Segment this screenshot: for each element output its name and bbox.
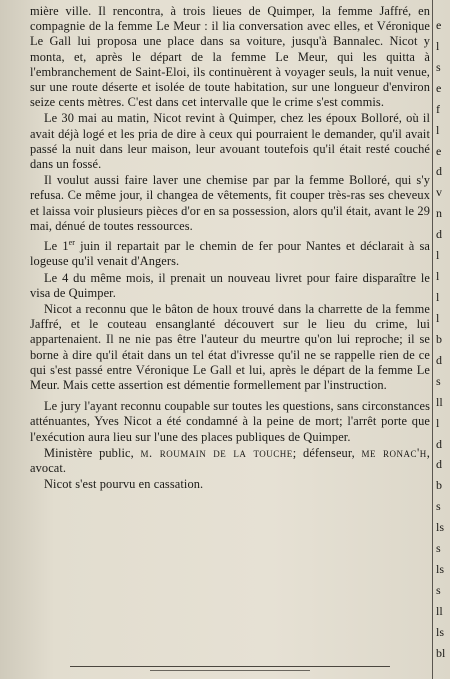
adjacent-column-letter: d [436, 352, 442, 367]
paragraph-3: Il voulut aussi faire laver une chemise par par la femme Bolloré, qui s'y refusa. Ce même jour, il changea de vêtements, fit couper très-ras ses cheveux et laissa voir plusieurs pièces d'or en sa possession, alors qu'il était, avant le 29 mai, dénué de toutes ressources. [30, 173, 430, 233]
defense-label: ; défenseur, [292, 445, 362, 460]
adjacent-column-letter: bl [436, 645, 446, 660]
adjacent-column-letter: l [436, 248, 440, 263]
paragraph-2: Le 30 mai au matin, Nicot revint à Quimper, chez les époux Bolloré, où il avait déjà logé et les pria de dire à ceux qui pourraient le demander, qu'il avait passé la nuit dans leur maison, leur avouant toutefois qu'il était resté couché dans un fossé. [30, 111, 430, 172]
adjacent-column-letter: b [436, 331, 442, 346]
prosecution-label: Ministère public, [44, 445, 141, 460]
paragraph-4-date: Le 1 [44, 239, 69, 254]
adjacent-column-letter: v [436, 185, 442, 200]
paragraph-5: Le 4 du même mois, il prenait un nouveau livret pour faire disparaître le visa de Quimper. [30, 270, 430, 300]
adjacent-column-letter: l [436, 122, 440, 137]
section-rule-short [150, 670, 310, 671]
paragraph-6: Nicot a reconnu que le bâton de houx trouvé dans la charrette de la femme Jaffré, et le couteau ensanglanté découvert sur le lieu du crime, lui appartenaient. Il ne nie pas être l'auteur du meurtre qu'on lui reproche; il se borne à dire qu'il était dans un tel état d'ivresse qu'il ne se rappelle rien de ce qui s'est passé entre Véronique Le Gall et lui, après le départ de la femme Le Meur. Mais cette assertion est démentie formellement par l'instruction. [30, 301, 430, 392]
adjacent-column-letter: ls [436, 520, 445, 535]
adjacent-column-letter: e [436, 18, 442, 32]
adjacent-column-letter: s [436, 541, 441, 556]
lawyer-title: , avocat. [30, 445, 430, 476]
adjacent-column-letter: b [436, 478, 442, 493]
paragraph-8 [30, 446, 430, 476]
adjacent-column-letter: s [436, 373, 441, 388]
adjacent-column-letter: l [436, 290, 440, 305]
column-divider [432, 0, 433, 679]
paragraph-1: mière ville. Il rencontra, à trois lieues de Quimper, la femme Jaffré, en compagnie de la femme Le Meur : il lia conversation avec elles, et Véronique Le Gall lui proposa une place dans sa voiture, jusqu'à Bannalec. Nicot y monta, et, après le départ de la femme Le Meur, qui les quitta à l'embranchement de Saint-Eloi, ils continuèrent à voyager seuls, la nuit venue, sur une route déserte et isolée de toute habitation, sur une longueur d'environ seize cents mètres. C'est dans cet intervalle que le crime s'est commis. [30, 4, 430, 110]
adjacent-column-letter: d [436, 436, 442, 451]
adjacent-column-letter: l [436, 269, 440, 284]
defense-lawyer-name: me ronac'h [361, 445, 427, 460]
adjacent-column-letter: ls [436, 562, 445, 577]
section-rule [70, 666, 390, 667]
adjacent-column-letter: ls [436, 624, 445, 639]
adjacent-column-letter: e [436, 143, 442, 158]
adjacent-column-letter: ll [436, 394, 443, 409]
adjacent-column-letter: e [436, 80, 442, 95]
adjacent-column-letter: d [436, 227, 442, 242]
adjacent-column-letter: s [436, 59, 441, 74]
paragraph-9: Nicot s'est pourvu en cassation. [44, 477, 204, 492]
adjacent-column-letter: d [436, 457, 442, 472]
adjacent-column-letter: d [436, 164, 442, 179]
adjacent-column-letter: l [436, 415, 440, 430]
paragraph-4 [30, 235, 430, 270]
adjacent-column-letter: ll [436, 603, 443, 618]
adjacent-column-letter: f [436, 101, 440, 116]
adjacent-column-letter: l [436, 38, 440, 53]
prosecutor-name: m. roumain de la touche [140, 445, 293, 460]
paragraph-7: Le jury l'ayant reconnu coupable sur toutes les questions, sans circonstances atténuantes, Yves Nicot a été condamné à la peine de mort; l'arrêt porte que l'exécution aura lieu sur l'une des places publiques de Quimper. [30, 399, 430, 444]
adjacent-column-letter: s [436, 499, 441, 514]
adjacent-column-letter: n [436, 206, 442, 221]
paragraph-4-text: juin il repartait par le chemin de fer pour Nantes et déclarait à sa logeuse qu'il venait d'Angers. [30, 239, 430, 269]
adjacent-column-letter: l [436, 310, 440, 325]
paragraph-4-ordinal: er [68, 238, 76, 248]
adjacent-column-letter: s [436, 582, 441, 597]
article-column [30, 4, 430, 492]
